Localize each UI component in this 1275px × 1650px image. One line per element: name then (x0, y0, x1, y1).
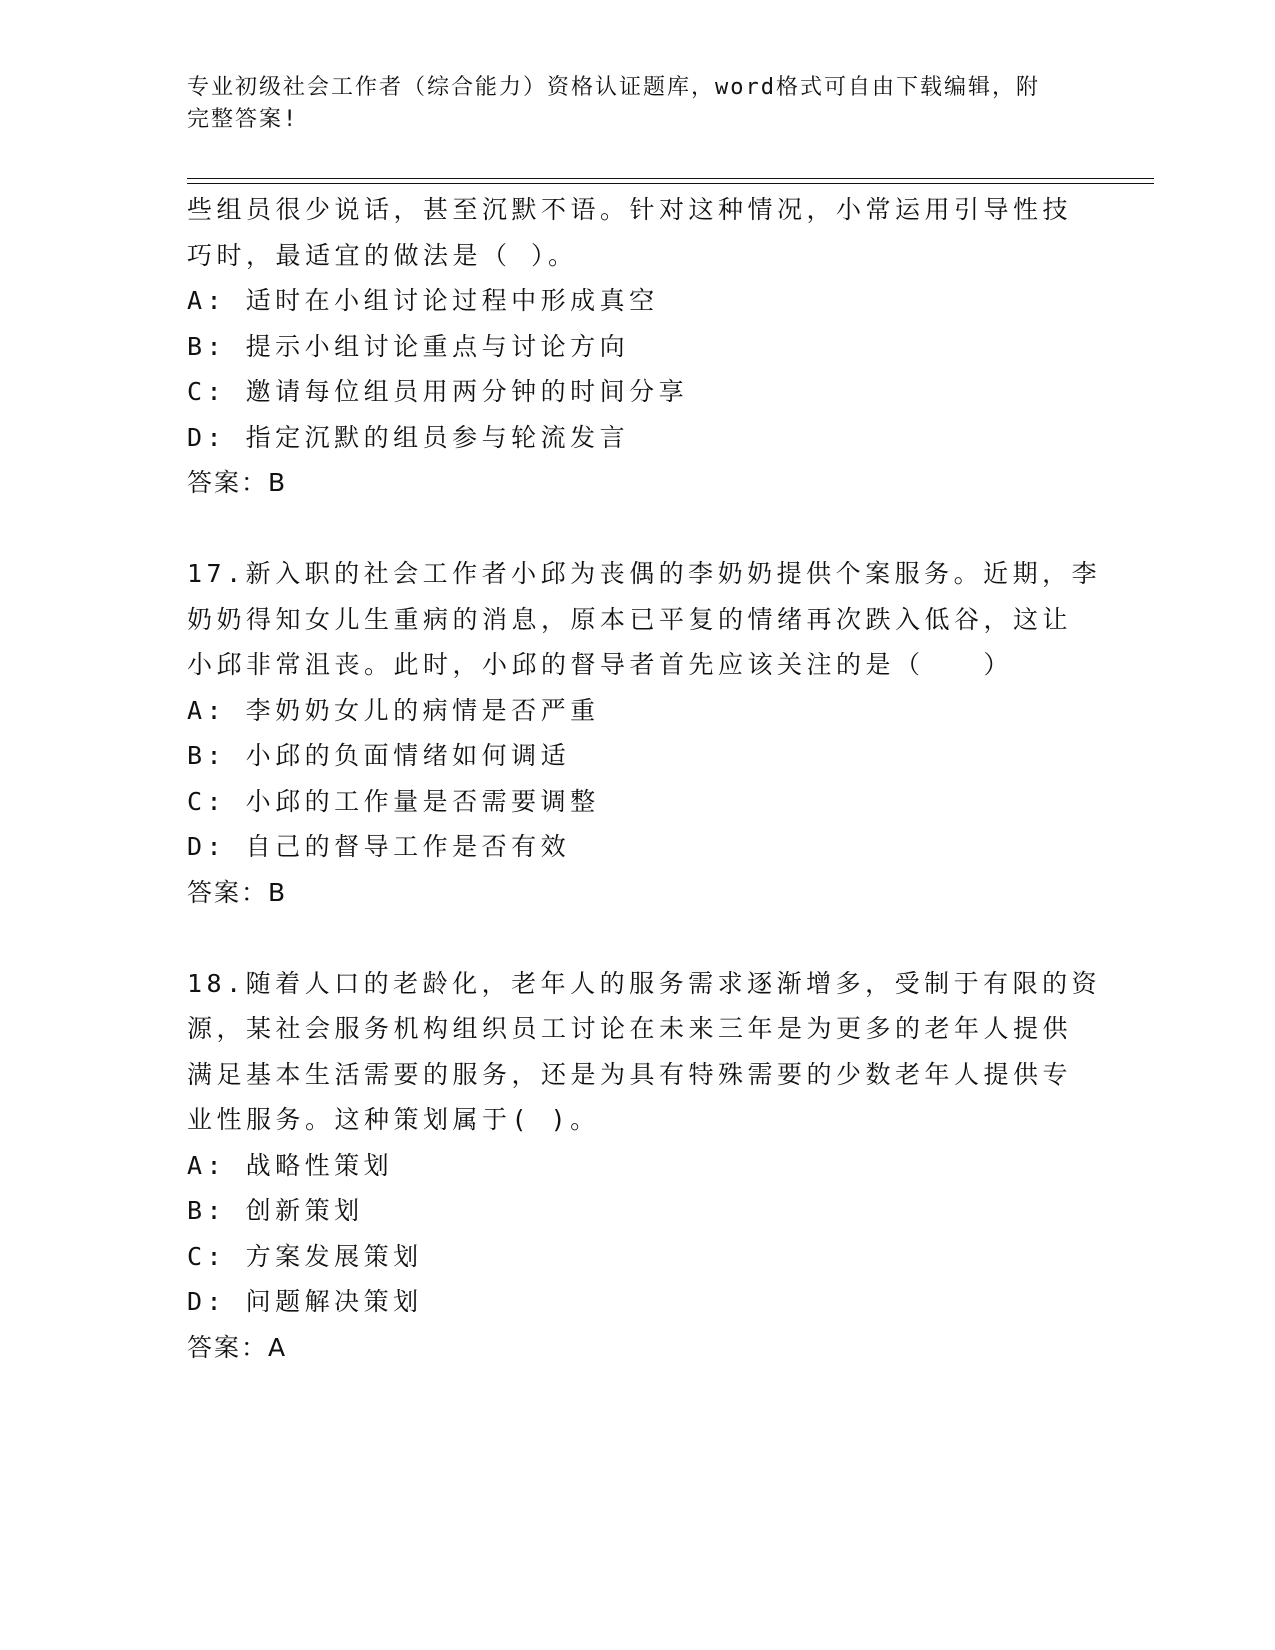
question-stem-line: 巧时，最适宜的做法是（ ）。 (187, 240, 578, 270)
option-c: C: 方案发展策划 (187, 1241, 423, 1271)
question-stem-line: 些组员很少说话，甚至沉默不语。针对这种情况，小常运用引导性技 (187, 195, 1073, 224)
question-stem-line: 18.随着人口的老龄化，老年人的服务需求逐渐增多，受制于有限的资 (187, 968, 1102, 998)
option-b: B: 提示小组讨论重点与讨论方向 (187, 331, 630, 361)
document-body (187, 187, 1102, 1370)
answer-line: 答案：B (187, 468, 288, 497)
answer-line: 答案：B (187, 877, 288, 907)
option-a: A: 李奶奶女儿的病情是否严重 (187, 695, 600, 725)
answer-line: 答案：A (187, 1332, 288, 1362)
question-stem-line: 奶奶得知女儿生重病的消息，原本已平复的情绪再次跌入低谷，这让 (187, 604, 1073, 634)
question-stem-line: 业性服务。这种策划属于( )。 (187, 1105, 600, 1134)
question-stem-line: 源，某社会服务机构组织员工讨论在未来三年是为更多的老年人提供 (187, 1014, 1073, 1043)
header-divider-top (187, 178, 1154, 179)
header-line-1: 专业初级社会工作者（综合能力）资格认证题库，word格式可自由下载编辑，附 (187, 75, 1040, 100)
option-d: D: 指定沉默的组员参与轮流发言 (187, 422, 630, 452)
question-stem-line: 17.新入职的社会工作者小邱为丧偶的李奶奶提供个案服务。近期，李 (187, 559, 1102, 588)
header-line-2: 完整答案! (187, 107, 299, 132)
option-a: A: 适时在小组讨论过程中形成真空 (187, 286, 659, 315)
question-stem-line: 满足基本生活需要的服务，还是为具有特殊需要的少数老年人提供专 (187, 1059, 1073, 1089)
question-stem-line: 小邱非常沮丧。此时，小邱的督导者首先应该关注的是（ ） (187, 650, 1014, 679)
option-c: C: 小邱的工作量是否需要调整 (187, 786, 600, 816)
question-spacer (187, 915, 1087, 961)
option-b: B: 小邱的负面情绪如何调适 (187, 741, 571, 770)
question-16 (187, 187, 1087, 506)
option-d: D: 问题解决策划 (187, 1287, 423, 1316)
question-spacer (187, 506, 1087, 552)
option-d: D: 自己的督导工作是否有效 (187, 832, 571, 861)
header-divider-bottom (187, 183, 1154, 184)
option-c: C: 邀请每位组员用两分钟的时间分享 (187, 377, 689, 406)
question-17 (187, 551, 1102, 915)
option-b: B: 创新策划 (187, 1196, 364, 1225)
document-header (187, 72, 1067, 136)
option-a: A: 战略性策划 (187, 1150, 394, 1180)
question-18 (187, 961, 1102, 1371)
